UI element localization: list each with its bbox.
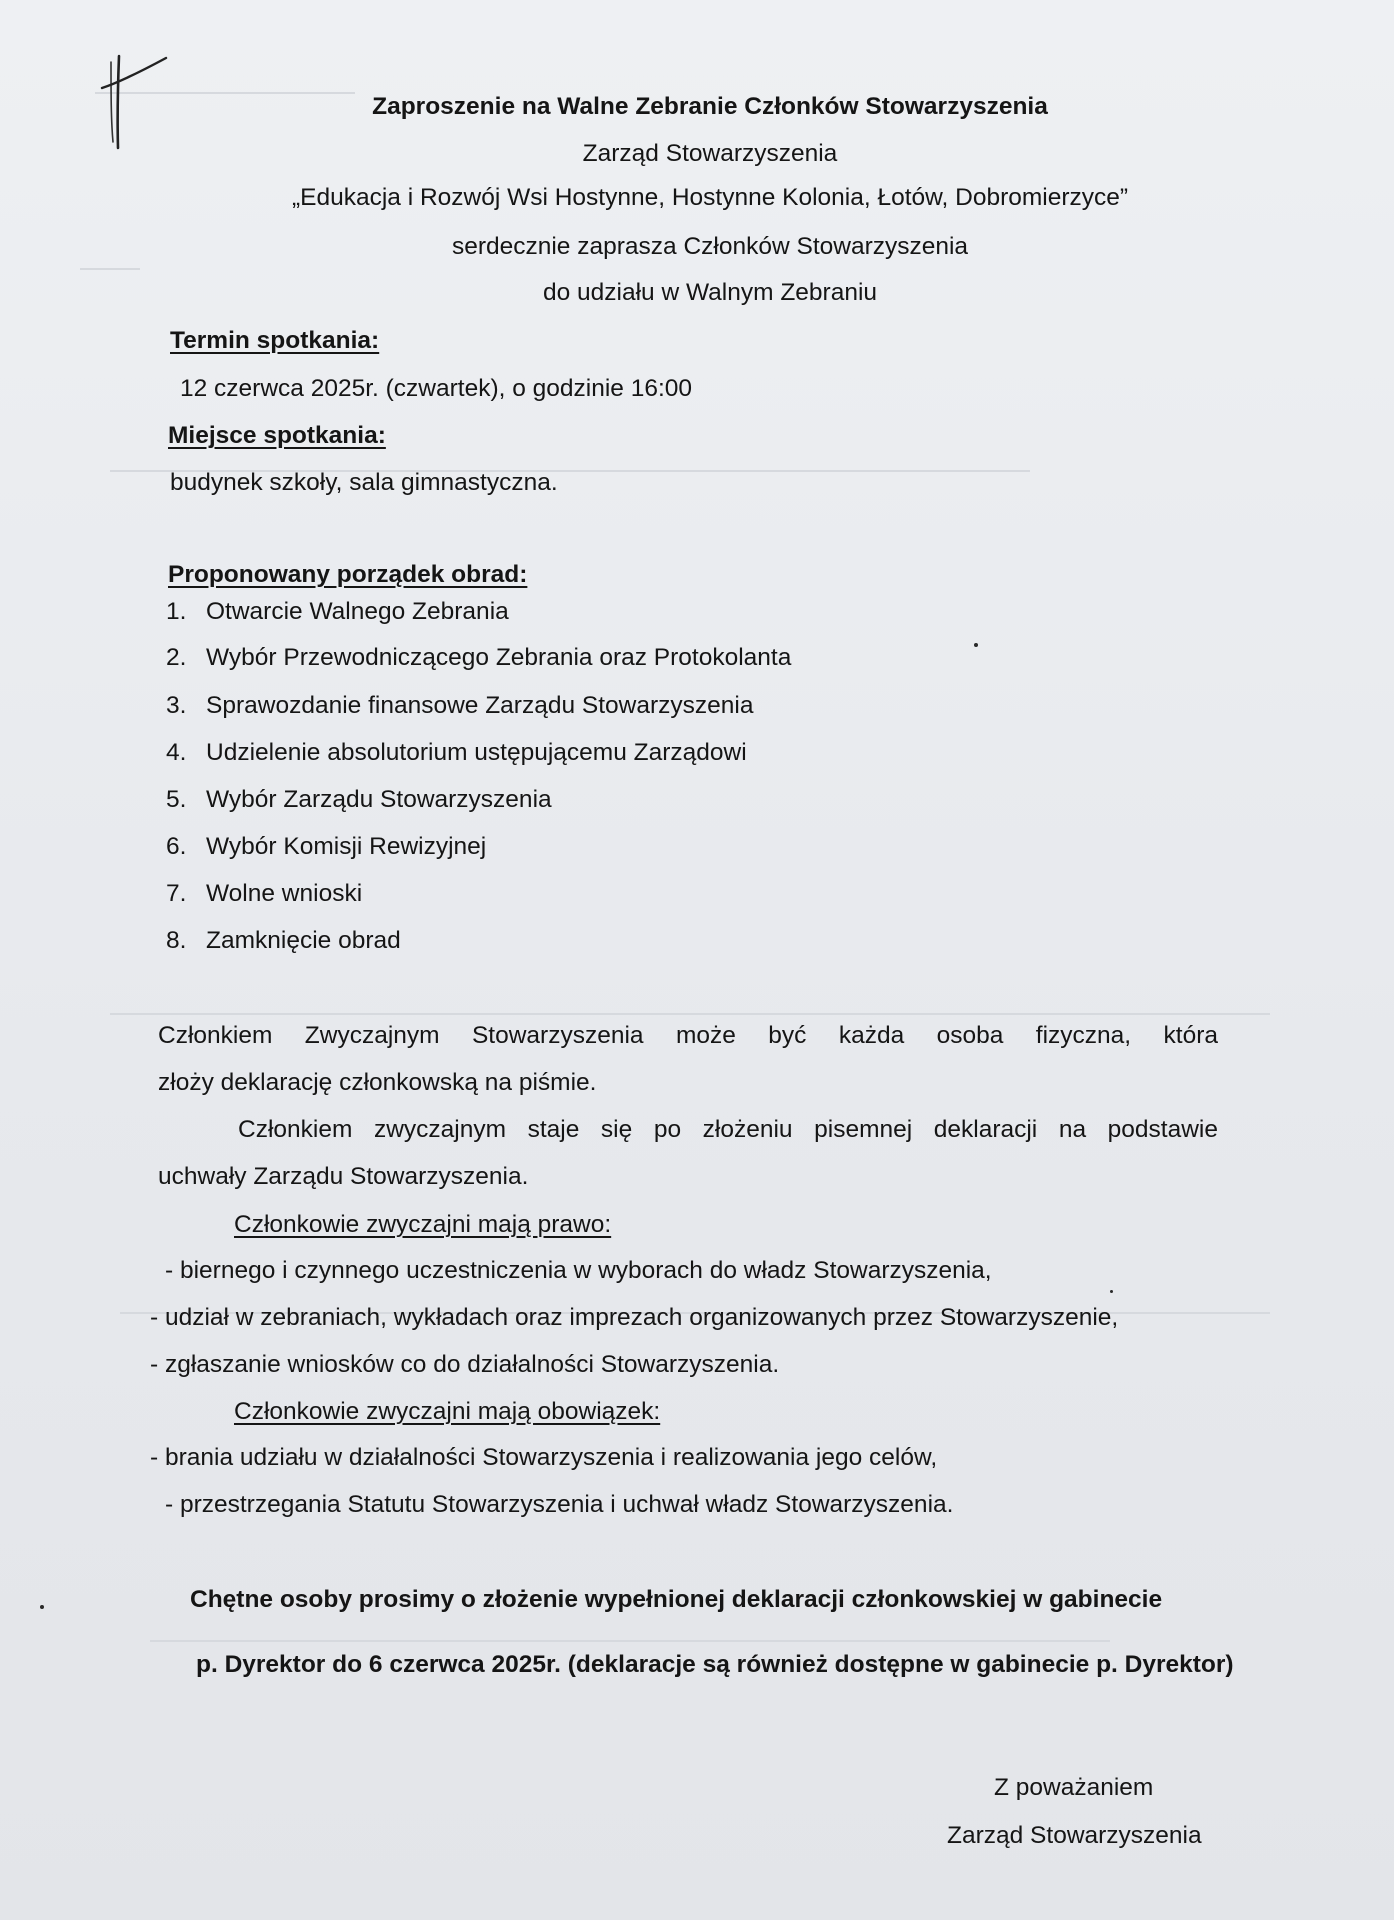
agenda-item-number: 1.	[166, 598, 187, 625]
invitation-line-2: do udziału w Walnym Zebraniu	[542, 279, 878, 306]
rights-item: - udział w zebraniach, wykładach oraz imprezach organizowanych przez Stowarzyszenie,	[150, 1304, 1119, 1331]
agenda-item-number: 3.	[166, 692, 187, 719]
agenda-item	[166, 785, 552, 815]
agenda-item-text: Udzielenie absolutorium ustępującemu Zarządowi	[206, 739, 747, 766]
agenda-item	[166, 643, 791, 673]
duties-item: - przestrzegania Statutu Stowarzyszenia i uchwał władz Stowarzyszenia.	[165, 1491, 954, 1518]
place-value: budynek szkoły, sala gimnastyczna.	[170, 469, 558, 496]
agenda-item-text: Otwarcie Walnego Zebrania	[206, 598, 509, 625]
agenda-item	[166, 597, 509, 627]
duties-item: - brania udziału w działalności Stowarzyszenia i realizowania jego celów,	[150, 1444, 938, 1471]
agenda-item-text: Wolne wnioski	[206, 880, 363, 907]
rights-item: - zgłaszanie wniosków co do działalności Stowarzyszenia.	[150, 1351, 780, 1378]
board-name: Zarząd Stowarzyszenia	[582, 140, 838, 167]
association-name: „Edukacja i Rozwój Wsi Hostynne, Hostynne Kolonia, Łotów, Dobromierzyce”	[291, 184, 1129, 211]
agenda-item	[166, 926, 401, 956]
agenda-item-text: Zamknięcie obrad	[206, 927, 401, 954]
agenda-item	[166, 832, 486, 862]
membership-paragraph-line: Członkiem zwyczajnym staje się po złożeniu pisemnej deklaracji na podstawie	[238, 1116, 1218, 1143]
scan-speck	[1110, 1290, 1113, 1293]
agenda-item-text: Wybór Przewodniczącego Zebrania oraz Protokolanta	[206, 644, 792, 671]
place-heading: Miejsce spotkania:	[168, 422, 386, 449]
agenda-item	[166, 879, 362, 909]
scan-speck	[974, 643, 978, 647]
bleed-line	[150, 1640, 1110, 1642]
closing-line: Chętne osoby prosimy o złożenie wypełnionej deklaracji członkowskiej w gabinecie	[190, 1586, 1163, 1613]
bleed-line	[80, 268, 140, 270]
date-value: 12 czerwca 2025r. (czwartek), o godzinie 16:00	[180, 375, 693, 402]
agenda-item-text: Sprawozdanie finansowe Zarządu Stowarzyszenia	[206, 692, 754, 719]
agenda-item-number: 2.	[166, 644, 187, 671]
agenda-item-number: 6.	[166, 833, 187, 860]
membership-paragraph-line: uchwały Zarządu Stowarzyszenia.	[158, 1163, 529, 1190]
scan-speck	[40, 1605, 44, 1609]
closing-line-2: p. Dyrektor do 6 czerwca 2025r. (deklaracje są również dostępne w gabinecie p. Dyrektor)	[196, 1651, 1234, 1678]
agenda-item	[166, 691, 753, 721]
date-heading: Termin spotkania:	[170, 327, 380, 354]
agenda-item-text: Wybór Zarządu Stowarzyszenia	[206, 786, 552, 813]
rights-heading: Członkowie zwyczajni mają prawo:	[234, 1211, 612, 1238]
rights-item: - biernego i czynnego uczestniczenia w wyborach do władz Stowarzyszenia,	[165, 1257, 992, 1284]
bleed-line	[110, 1013, 1270, 1015]
duties-heading: Członkowie zwyczajni mają obowiązek:	[234, 1398, 661, 1425]
agenda-item-number: 4.	[166, 739, 187, 766]
regards: Z poważaniem	[994, 1774, 1154, 1801]
invitation-line: serdecznie zaprasza Członków Stowarzyszenia	[451, 233, 969, 260]
membership-paragraph-line: Członkiem Zwyczajnym Stowarzyszenia może być każda osoba fizyczna, która	[158, 1022, 1218, 1049]
agenda-item-text: Wybór Komisji Rewizyjnej	[206, 833, 487, 860]
signature: Zarząd Stowarzyszenia	[947, 1822, 1202, 1849]
agenda-item	[166, 738, 747, 768]
agenda-item-number: 5.	[166, 786, 187, 813]
agenda-item-number: 7.	[166, 880, 187, 907]
membership-paragraph-line: złoży deklarację członkowską na piśmie.	[158, 1069, 597, 1096]
agenda-heading: Proponowany porządek obrad:	[168, 561, 528, 588]
invitation-title: Zaproszenie na Walne Zebranie Członków Stowarzyszenia	[372, 93, 1048, 120]
agenda-item-number: 8.	[166, 927, 187, 954]
